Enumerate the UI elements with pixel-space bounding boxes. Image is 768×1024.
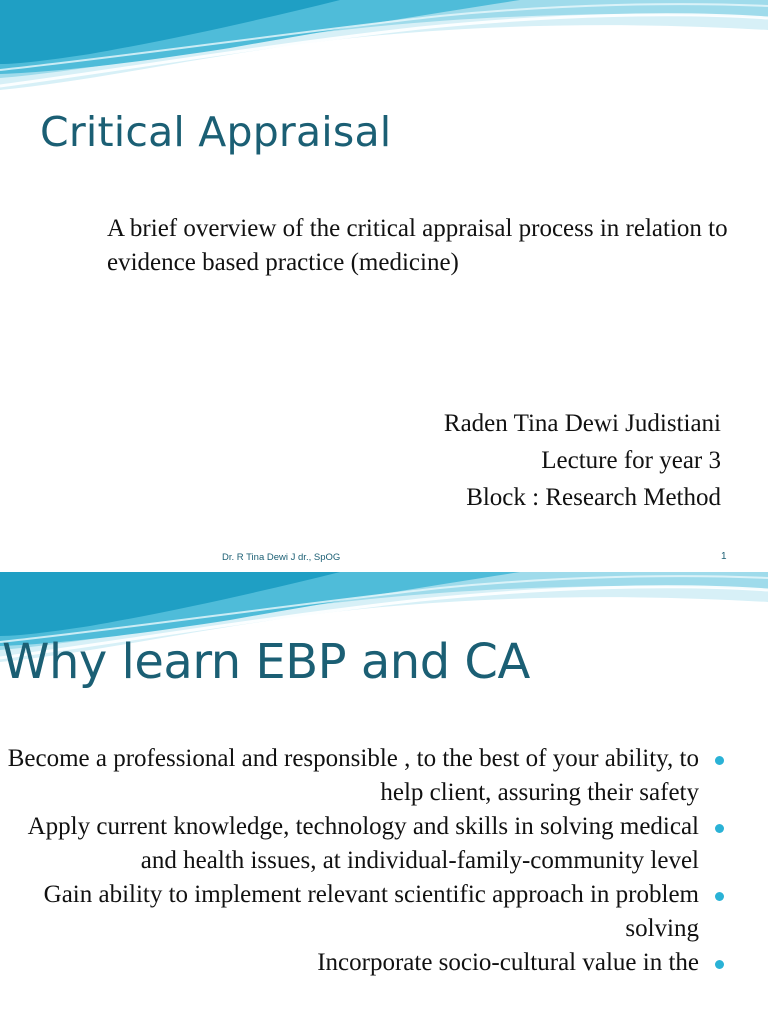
header-wave-decoration (0, 0, 768, 100)
bullet-text: Gain ability to implement relevant scientific approach in problem solving (43, 881, 699, 942)
list-item (0, 742, 768, 810)
bullet-dot-icon (715, 892, 724, 901)
block-name: Block : Research Method (466, 484, 721, 511)
page-number: 1 (721, 551, 727, 562)
slide-footer: Dr. R Tina Dewi J dr., SpOG (222, 552, 341, 563)
bullet-dot-icon (715, 824, 724, 833)
bullet-dot-icon (715, 756, 724, 765)
list-item (0, 878, 768, 946)
bullet-list (0, 742, 768, 980)
bullet-text: Become a professional and responsible , to the best of your ability, to help client, assuring their safety (7, 745, 699, 806)
bullet-text: Apply current knowledge, technology and skills in solving medical and health issues, at individual-family-community level (27, 813, 699, 874)
slide-title: Why learn EBP and CA (2, 634, 530, 690)
bullet-dot-icon (715, 960, 724, 969)
slide-title: Critical Appraisal (40, 108, 392, 156)
list-item (0, 810, 768, 878)
author-name: Raden Tina Dewi Judistiani (443, 410, 721, 437)
list-item (0, 946, 768, 980)
author-block (444, 405, 721, 516)
lecture-year: Lecture for year 3 (541, 447, 721, 474)
slide-subtitle: A brief overview of the critical appraisal process in relation to evidence based practice (medicine) (107, 215, 728, 276)
bullet-text: Incorporate socio-cultural value in the (317, 949, 699, 976)
slide-2 (0, 572, 768, 1024)
